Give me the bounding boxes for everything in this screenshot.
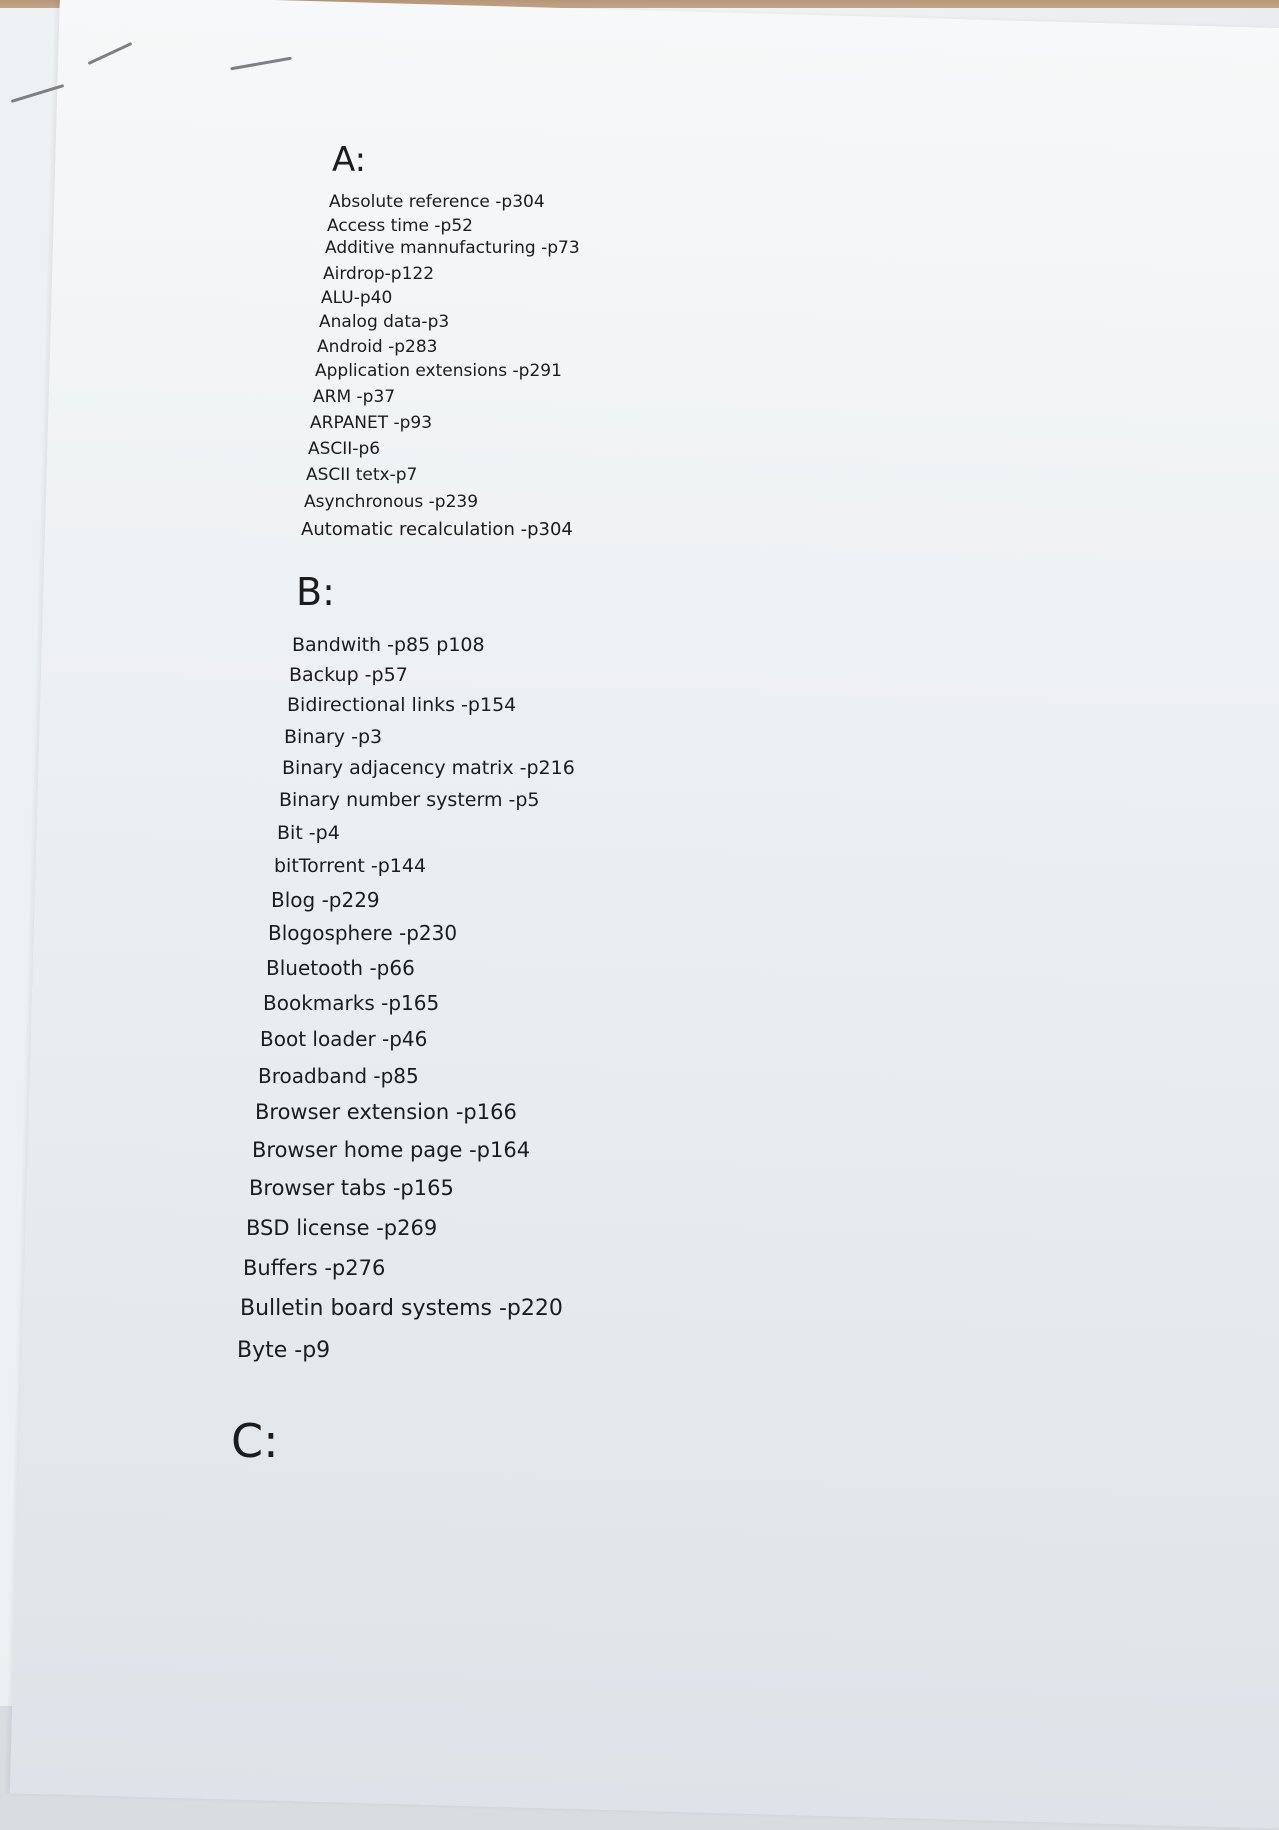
index-entry: ARPANET -p93 — [310, 413, 433, 433]
index-entry: Application extensions -p291 — [315, 361, 562, 381]
index-entry: Binary -p3 — [284, 726, 383, 748]
index-entry: Asynchronous -p239 — [304, 492, 479, 512]
index-entry: Bookmarks -p165 — [263, 991, 440, 1015]
index-entry: Bit -p4 — [277, 822, 340, 844]
index-entry: Bulletin board systems -p220 — [240, 1296, 563, 1321]
index-entry: Additive mannufacturing -p73 — [325, 238, 580, 258]
index-entry: BSD license -p269 — [246, 1216, 438, 1240]
index-entry: Byte -p9 — [237, 1338, 331, 1363]
index-entry: Bluetooth -p66 — [266, 956, 415, 980]
index-entry: Blogosphere -p230 — [268, 921, 458, 945]
index-entry: Broadband -p85 — [258, 1064, 419, 1088]
index-entry: Bidirectional links -p154 — [287, 694, 517, 716]
index-entry: Binary adjacency matrix -p216 — [282, 757, 575, 779]
section-heading-b: B: — [296, 570, 335, 614]
index-entry: Browser home page -p164 — [252, 1138, 531, 1162]
index-entry: Analog data-p3 — [319, 312, 450, 332]
index-entry: bitTorrent -p144 — [274, 855, 427, 877]
index-entry: ASCII tetx-p7 — [306, 465, 418, 485]
index-entry: Bandwith -p85 p108 — [292, 634, 485, 656]
section-heading-a: A: — [332, 140, 367, 180]
index-entry: ALU-p40 — [321, 288, 393, 308]
index-entry: ARM -p37 — [313, 387, 396, 407]
index-entry: Airdrop-p122 — [323, 264, 435, 284]
index-entry: Browser tabs -p165 — [249, 1176, 454, 1200]
index-entry: Buffers -p276 — [243, 1256, 386, 1280]
index-entry: Browser extension -p166 — [255, 1100, 517, 1124]
index-entry: Automatic recalculation -p304 — [301, 519, 573, 540]
index-entry: Binary number systerm -p5 — [279, 789, 540, 811]
index-entry: ASCII-p6 — [308, 439, 381, 459]
section-heading-c: C: — [231, 1414, 279, 1468]
index-entry: Backup -p57 — [289, 664, 408, 686]
index-entry: Android -p283 — [317, 337, 438, 357]
index-entry: Blog -p229 — [271, 888, 380, 912]
index-entry: Boot loader -p46 — [260, 1027, 428, 1051]
index-entry: Access time -p52 — [327, 216, 473, 236]
index-entry: Absolute reference -p304 — [329, 192, 545, 212]
